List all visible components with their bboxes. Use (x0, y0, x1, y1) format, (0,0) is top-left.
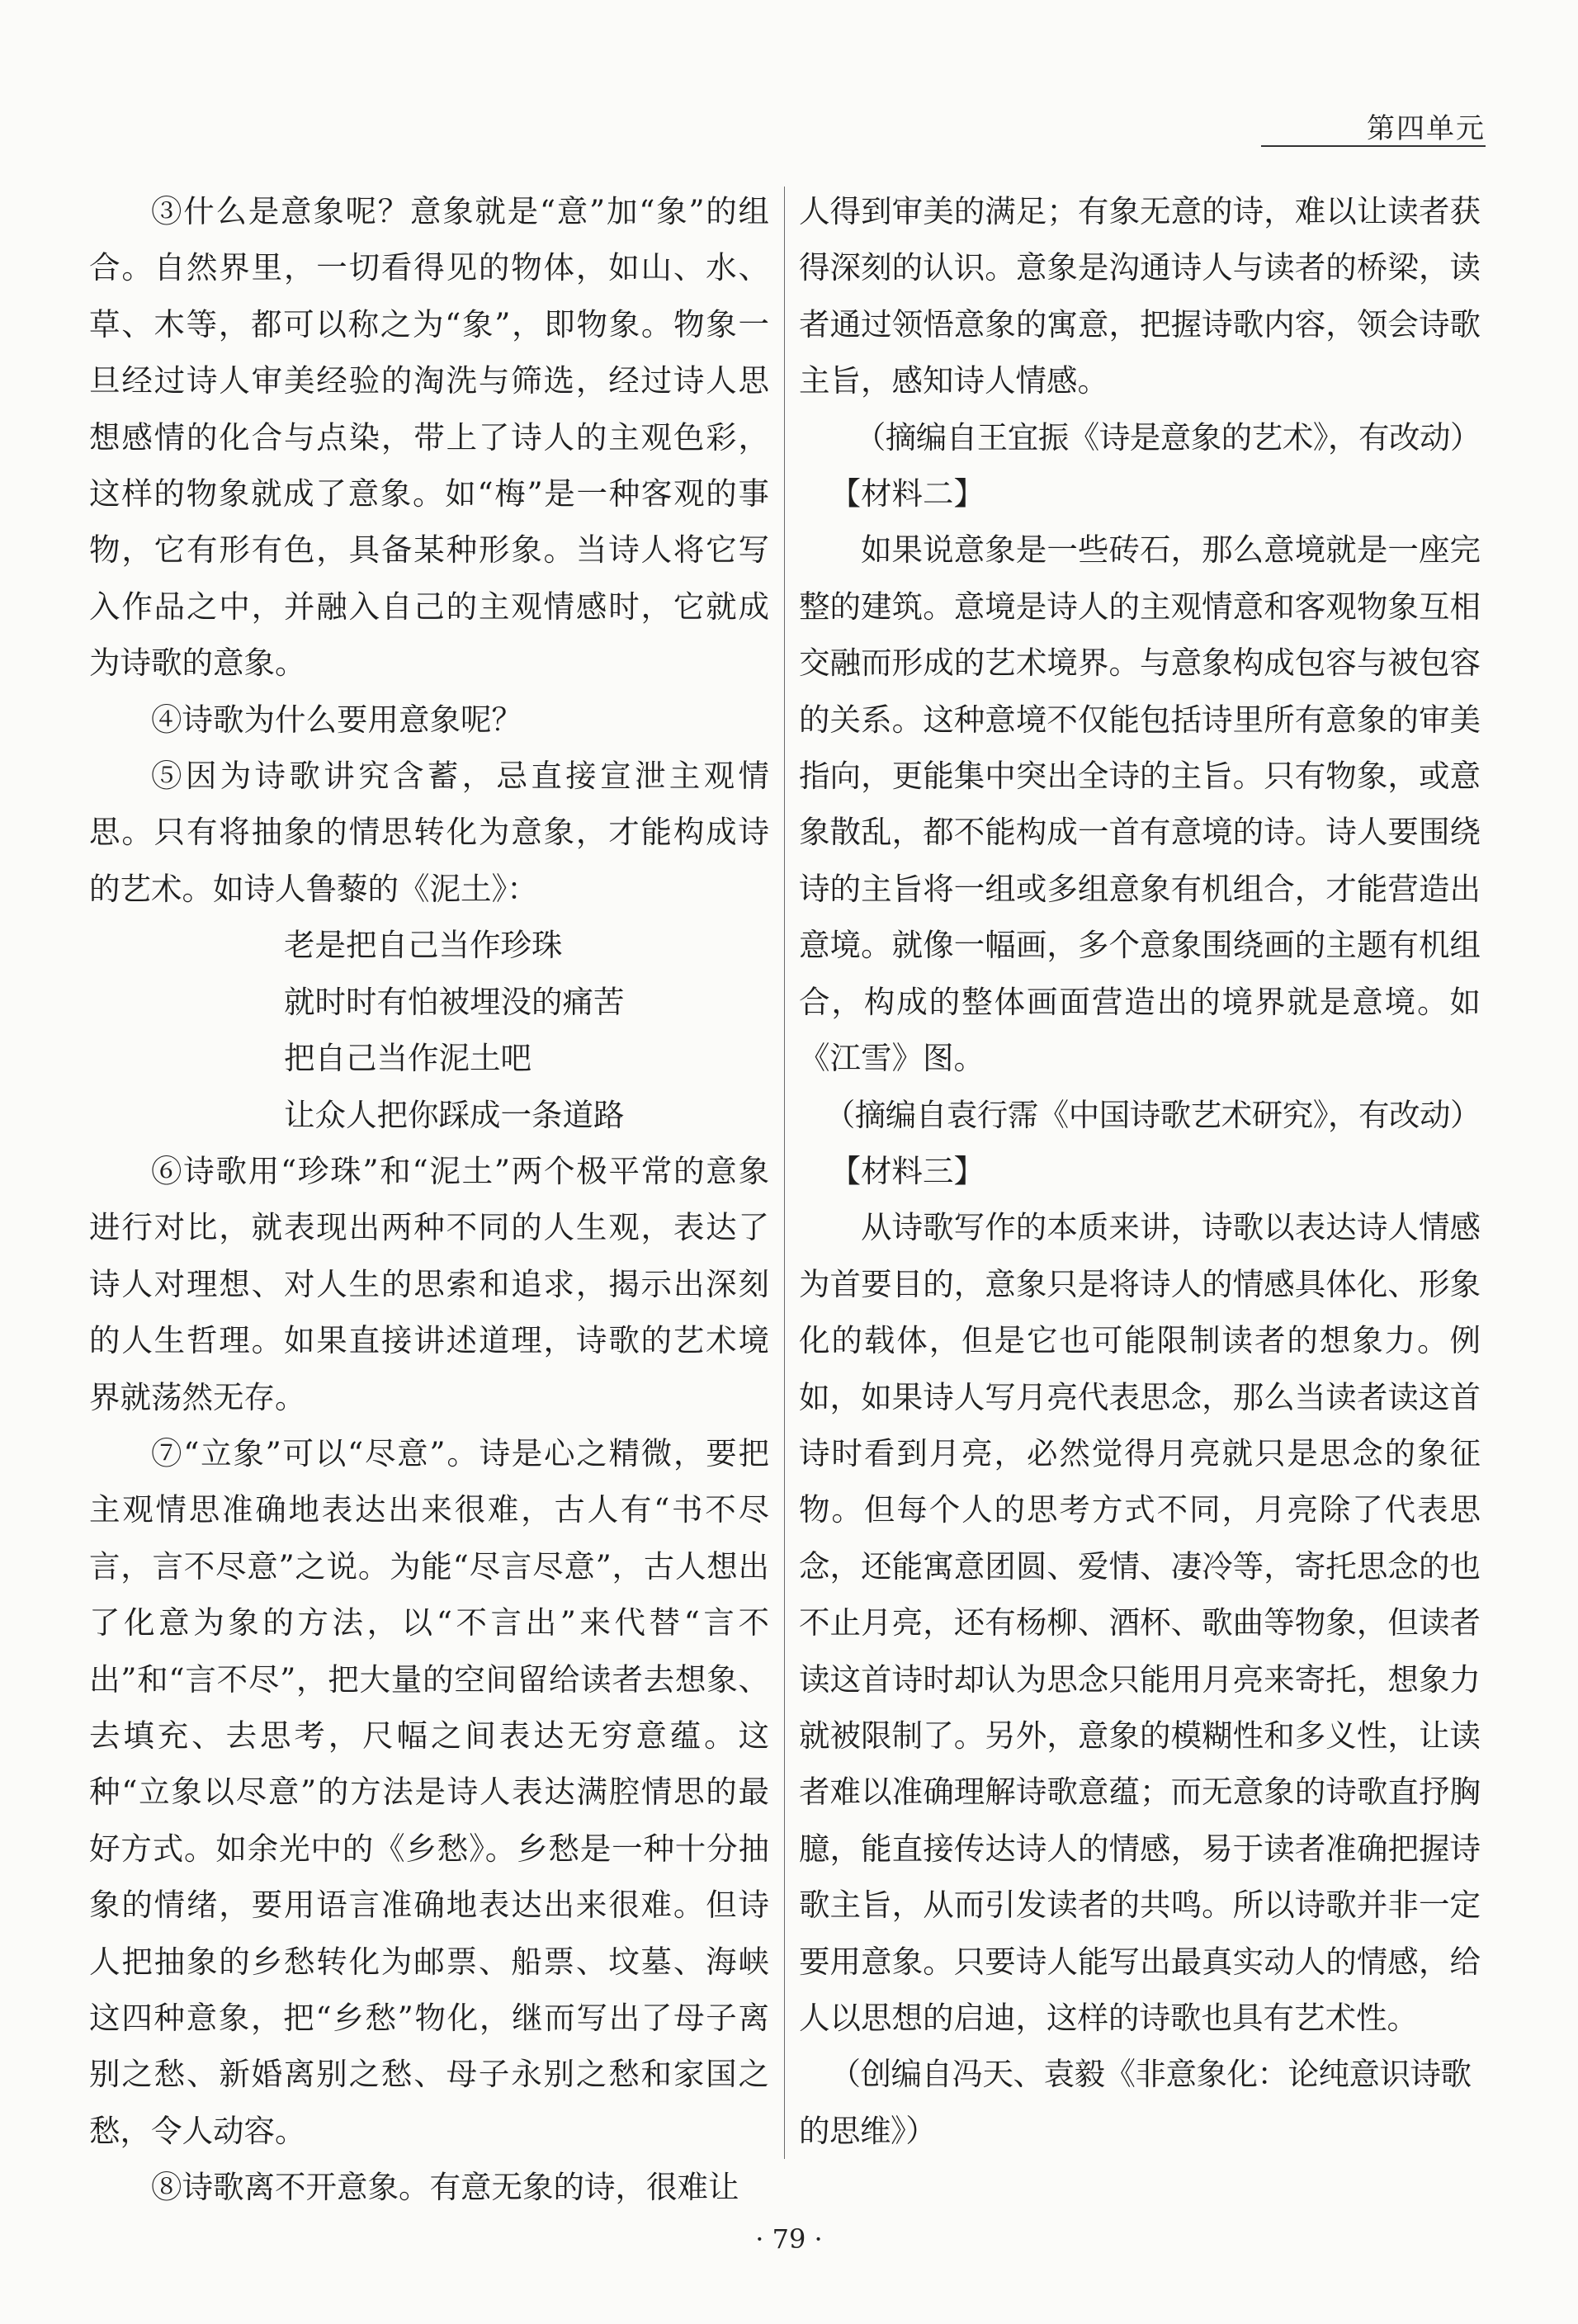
citation-material-1: （摘编自王宜振《诗是意象的艺术》，有改动） (854, 418, 1481, 456)
unit-title: 第四单元 (1367, 112, 1486, 145)
paragraph-material-2: 如果说意象是一些砖石，那么意境就是一座完整的建筑。意境是诗人的主观情意和客观物象互相交融而形成的艺术境界。与意象构成包容与被包容的关系。这种意境不仅能包括诗里所有意象的审美指向，更能集中突出全诗的主旨。只有物象，或意象散乱，都不能构成一首有意境的诗。诗人要围绕诗的主旨将一组或多组意象有机组合，才能营造出意境。就像一幅画，多个意象围绕画的主题有机组合，构成的整体画面营造出的境界就是意境。如《江雪》图。 (799, 531, 1481, 1077)
paragraph-4: ④诗歌为什么要用意象呢？ (151, 701, 522, 738)
left-column (89, 183, 769, 2216)
poem-line-1: 老是把自己当作珍珠 (284, 927, 563, 964)
heading-material-3: 【材料三】 (829, 1152, 985, 1189)
paragraph-8-continued: 人得到审美的满足；有象无意的诗，难以让读者获得深刻的认识。意象是沟通诗人与读者的桥梁，读者通过领悟意象的寓意，把握诗歌内容，领会诗歌主旨，感知诗人情感。 (799, 193, 1481, 399)
heading-material-2: 【材料二】 (829, 475, 985, 513)
paragraph-8: ⑧诗歌离不开意象。有意无象的诗，很难让 (151, 2169, 739, 2206)
page-number: · 79 · (755, 2223, 823, 2255)
paragraph-3: ③什么是意象呢？意象就是“意”加“象”的组合。自然界里，一切看得见的物体，如山、水、草、木等，都可以称之为“象”，即物象。物象一旦经过诗人审美经验的淘洗与筛选，经过诗人思想感情的化合与点染，带上了诗人的主观色彩，这样的物象就成了意象。如“梅”是一种客观的事物，它有形有色，具备某种形象。当诗人将它写入作品之中，并融入自己的主观情感时，它就成为诗歌的意象。 (89, 193, 769, 682)
paragraph-7: ⑦“立象”可以“尽意”。诗是心之精微，要把主观情思准确地表达出来很难，古人有“书不尽言，言不尽意”之说。为能“尽言尽意”，古人想出了化意为象的方法，以“不言出”来代替“言不出”和“言不尽”，把大量的空间留给读者去想象、去填充、去思考，尺幅之间表达无穷意蕴。这种“立象以尽意”的方法是诗人表达满腔情思的最好方式。如余光中的《乡愁》。乡愁是一种十分抽象的情绪，要用语言准确地表达出来很难。但诗人把抽象的乡愁转化为邮票、船票、坟墓、海峡这四种意象，把“乡愁”物化，继而写出了母子离别之愁、新婚离别之愁、母子永别之愁和家国之愁，令人动容。 (89, 1434, 769, 2149)
poem-line-4: 让众人把你踩成一条道路 (284, 1096, 625, 1133)
poem-line-3: 把自己当作泥土吧 (284, 1040, 532, 1077)
column-divider (784, 187, 785, 2159)
paragraph-6: ⑥诗歌用“珍珠”和“泥土”两个极平常的意象进行对比，就表现出两种不同的人生观，表达了诗人对理想、对人生的思索和追求，揭示出深刻的人生哲理。如果直接讲述道理，诗歌的艺术境界就荡然无存。 (89, 1152, 769, 1415)
paragraph-5: ⑤因为诗歌讲究含蓄，忌直接宣泄主观情思。只有将抽象的情思转化为意象，才能构成诗的艺术。如诗人鲁藜的《泥土》： (89, 758, 769, 907)
poem-line-2: 就时时有怕被埋没的痛苦 (284, 983, 625, 1020)
right-column (799, 183, 1481, 2159)
paragraph-material-3: 从诗歌写作的本质来讲，诗歌以表达诗人情感为首要目的，意象只是将诗人的情感具体化、形象化的载体，但是它也可能限制读者的想象力。例如，如果诗人写月亮代表思念，那么当读者读这首诗时看到月亮，必然觉得月亮就只是思念的象征物。但每个人的思考方式不同，月亮除了代表思念，还能寓意团圆、爱情、凄冷等，寄托思念的也不止月亮，还有杨柳、酒杯、歌曲等物象，但读者读这首诗时却认为思念只能用月亮来寄托，想象力就被限制了。另外，意象的模糊性和多义性，让读者难以准确理解诗歌意蕴；而无意象的诗歌直抒胸臆，能直接传达诗人的情感，易于读者准确把握诗歌主旨，从而引发读者的共鸣。所以诗歌并非一定要用意象。只要诗人能写出最真实动人的情感，给人以思想的启迪，这样的诗歌也具有艺术性。 (799, 1209, 1481, 2036)
header-rule (1261, 145, 1486, 147)
citation-material-2: （摘编自袁行霈《中国诗歌艺术研究》，有改动） (824, 1096, 1481, 1133)
citation-material-3: （创编自冯天、袁毅《非意象化：论纯意识诗歌的思维》） (799, 2056, 1472, 2149)
